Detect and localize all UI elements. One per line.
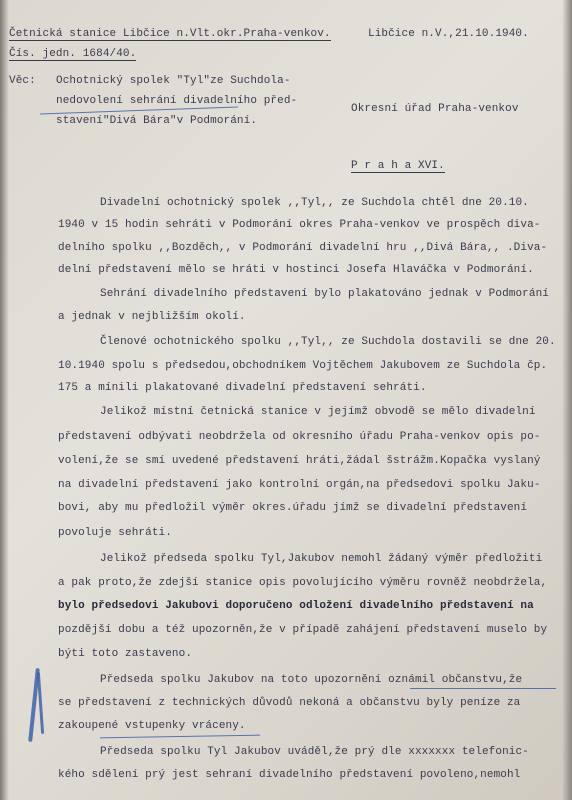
subject-line-2: nedovolení sehrání divadelního před-	[56, 95, 298, 107]
body-line: Divadelní ochotnický spolek ,,Tyl,, ze Suchdola chtěl dne 20.10.	[100, 197, 529, 209]
recipient-office: Okresní úřad Praha-venkov	[351, 103, 519, 115]
body-line: a pak proto,že zdejší stanice opis povolujícího výměru rovněž neobdržela,	[58, 577, 548, 589]
body-line: Předseda spolku Tyl Jakubov uváděl,že prý dle xxxxxxx telefonic-	[100, 746, 529, 758]
page-edge-shadow-left	[0, 0, 9, 800]
body-line: volení,že se smí uvedené představení hráti,žádal šstrážm.Kopačka vyslaný	[58, 455, 541, 467]
place-date: Libčice n.V.,21.10.1940.	[368, 28, 529, 40]
body-line: Jelikož předseda spolku Tyl,Jakubov nemohl žádaný výměr předložiti	[100, 553, 543, 565]
body-line: představení odbývati neobdržela od okresního úřadu Praha-venkov opis po-	[58, 431, 541, 443]
pen-underline-subject	[40, 107, 238, 115]
body-line: delního spolku ,,Bozděch,, v Podmorání divadelní hru ,,Divá Bára,, .Diva-	[58, 242, 548, 254]
body-line: bovi, aby mu předložil výměr okres.úřadu jímž se divadelní představení	[58, 502, 528, 514]
body-line: 1940 v 15 hodin sehráti v Podmorání okres Praha-venkov ve prospěch diva-	[58, 219, 541, 231]
body-line: kého sdělení prý jest sehraní divadelního představení povoleno,nemohl	[58, 769, 521, 781]
body-line: Jelikož místní četnická stanice v jejímž obvodě se mělo divadelní	[100, 406, 536, 418]
subject-line-3: stavení"Divá Bára"v Podmorání.	[56, 115, 258, 127]
subject-label: Věc:	[9, 75, 36, 87]
body-line: býti toto zastaveno.	[58, 648, 193, 660]
pen-underline-refund	[100, 735, 260, 739]
body-line: se představení z technických důvodů nekoná a občanstvu byly peníze za	[58, 697, 521, 709]
body-line: 10.1940 spolu s předsedou,obchodníkem Vojtěchem Jakubovem ze Suchdola čp.	[58, 360, 548, 372]
body-line: povoluje sehráti.	[58, 527, 172, 539]
body-line: na divadelní představení jako kontrolní orgán,na předsedovi spolku Jaku-	[58, 479, 541, 491]
recipient-city: P r a h a XVI.	[351, 160, 445, 172]
body-line: a jednak v nejbližším okolí.	[58, 311, 246, 323]
body-line: Předseda spolku Jakubov na toto upozornění oznámil občanstvu,že	[100, 674, 523, 686]
body-line: pozdější dobu a též upozorněn,že v případě zahájení představení muselo by	[58, 624, 548, 636]
body-line: Členové ochotnického spolku ,,Tyl,, ze Suchdola dostavili se dne 20.	[100, 336, 556, 348]
body-line: Sehrání divadelního představení bylo plakatováno jednak v Podmorání	[100, 288, 549, 300]
pen-margin-stroke	[37, 672, 44, 734]
reference-number: Čís. jedn. 1684/40.	[9, 48, 137, 60]
body-line: bylo předsedovi Jakubovi doporučeno odložení divadelního představení na	[58, 600, 534, 612]
station-header: Četnická stanice Libčice n.Vlt.okr.Praha-venkov.	[9, 28, 331, 40]
body-line: zakoupené vstupenky vráceny.	[58, 720, 246, 732]
page-edge-shadow-right	[562, 0, 572, 800]
body-line: 175 a mínili plakatované divadelní představení sehráti.	[58, 382, 427, 394]
pen-underline-announcement	[410, 688, 556, 689]
body-line: delní představení mělo se hráti v hostinci Josefa Hlaváčka v Podmorání.	[58, 264, 534, 276]
subject-line-1: Ochotnický spolek "Tyl"ze Suchdola-	[56, 75, 291, 87]
